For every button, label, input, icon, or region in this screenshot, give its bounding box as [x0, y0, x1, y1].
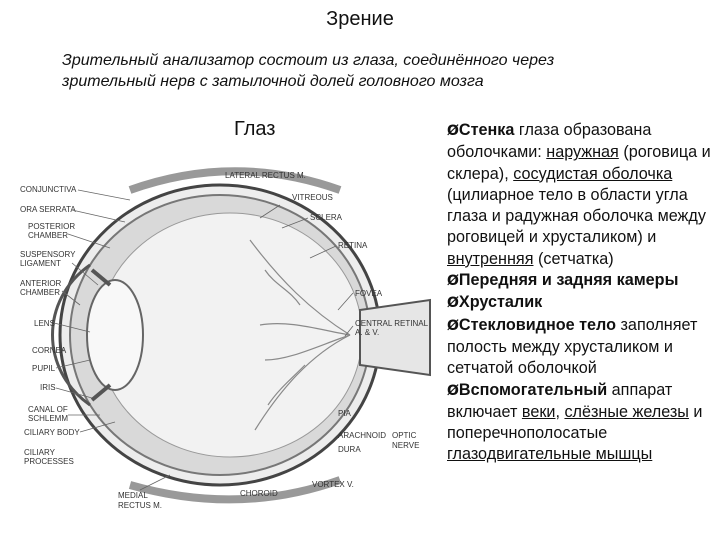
text-segment: (сетчатка) — [533, 249, 614, 268]
arrow-bullet-icon: Ø — [447, 123, 459, 139]
arrow-bullet-icon: Ø — [447, 273, 459, 290]
label-iris: IRIS — [40, 383, 56, 392]
term-vascular: сосудистая оболочка — [513, 164, 673, 183]
label-choroid: CHOROID — [240, 489, 278, 498]
arrow-bullet-icon: Ø — [447, 295, 459, 312]
label-posterior-chamber-2: CHAMBER — [28, 231, 69, 240]
term-outer: наружная — [546, 143, 619, 162]
paragraph-chambers — [447, 270, 715, 292]
label-posterior-chamber-1: POSTERIOR — [28, 222, 76, 231]
label-vitreous: VITREOUS — [292, 193, 333, 202]
arrow-bullet-icon: Ø — [447, 382, 459, 399]
paragraph-accessory — [447, 380, 715, 466]
term-eyelids: веки — [521, 402, 556, 421]
paragraph-vitreous — [447, 315, 715, 380]
label-medial-rectus-2: RECTUS M. — [118, 501, 162, 510]
text-segment: глаза образована оболочками: — [447, 121, 652, 162]
page-title: Зрение — [326, 8, 394, 30]
term-inner: внутренняя — [447, 249, 534, 268]
term-chambers: Передняя и задняя камеры — [458, 271, 679, 290]
label-canal-2: SCHLEMM — [28, 414, 69, 423]
label-vortex: VORTEX V. — [312, 480, 354, 489]
label-optic-2: NERVE — [392, 441, 420, 450]
paragraph-wall — [447, 120, 715, 270]
paragraph-lens — [447, 292, 715, 314]
term-vitreous: Стекловидное тело — [458, 315, 617, 334]
label-ciliary-body: CILIARY BODY — [24, 428, 80, 437]
text-segment: (цилиарное тело в области угла глаза и радужная оболочка между роговицей и хрусталиком) и — [447, 185, 706, 247]
label-anterior-chamber-1: ANTERIOR — [20, 279, 62, 288]
term-lens: Хрусталик — [458, 293, 543, 312]
arrow-bullet-icon: Ø — [447, 317, 459, 334]
label-pia: PIA — [338, 409, 351, 418]
label-canal-1: CANAL OF — [28, 405, 68, 414]
label-ora-serrata: ORA SERRATA — [20, 205, 76, 214]
label-ciliary-processes-1: CILIARY — [24, 448, 55, 457]
optic-nerve — [360, 300, 430, 375]
eye-diagram — [20, 160, 440, 530]
text-segment: заполняет полость между хрусталиком и сетчатой оболочкой — [447, 315, 698, 378]
label-fovea: FOVEA — [355, 289, 383, 298]
eye-heading: Глаз — [234, 118, 276, 140]
label-arachnoid: ARACHNOID — [338, 431, 387, 440]
text-segment: , — [555, 402, 565, 421]
term-oculomotor: глазодвигательные мышцы — [447, 445, 653, 464]
subtitle-line-1: Зрительный анализатор состоит из глаза, соединённого через — [62, 52, 555, 69]
label-sclera: SCLERA — [310, 213, 343, 222]
label-lens: LENS — [34, 319, 55, 328]
page-subtitle — [62, 50, 662, 92]
label-suspensory-1: SUSPENSORY — [20, 250, 76, 259]
term-lacrimal: слёзные железы — [564, 402, 689, 421]
description-panel — [447, 120, 715, 466]
text-segment: (роговица и склера), — [447, 143, 711, 183]
eye-anatomy-figure — [20, 160, 440, 530]
label-optic-1: OPTIC — [392, 431, 417, 440]
label-dura: DURA — [338, 445, 361, 454]
label-pupil: PUPIL — [32, 364, 56, 373]
lens-shape — [87, 280, 143, 390]
label-anterior-chamber-2: CHAMBER — [20, 288, 61, 297]
term-accessory: Вспомогательный — [458, 380, 608, 399]
label-conjunctiva: CONJUNCTIVA — [20, 185, 77, 194]
label-medial-rectus-1: MEDIAL — [118, 491, 148, 500]
label-central-retinal-1: CENTRAL RETINAL — [355, 319, 429, 328]
text-segment: и поперечнополосатые — [447, 402, 703, 443]
label-cornea: CORNEA — [32, 346, 67, 355]
label-ciliary-processes-2: PROCESSES — [24, 457, 74, 466]
term-wall: Стенка — [458, 121, 515, 139]
label-central-retinal-2: A. & V. — [355, 328, 380, 337]
text-segment: аппарат включает — [447, 380, 673, 421]
label-lateral-rectus: LATERAL RECTUS M. — [225, 171, 306, 180]
label-suspensory-2: LIGAMENT — [20, 259, 61, 268]
subtitle-line-2: зрительный нерв с затылочной долей головного мозга — [62, 73, 484, 90]
label-retina: RETINA — [338, 241, 368, 250]
